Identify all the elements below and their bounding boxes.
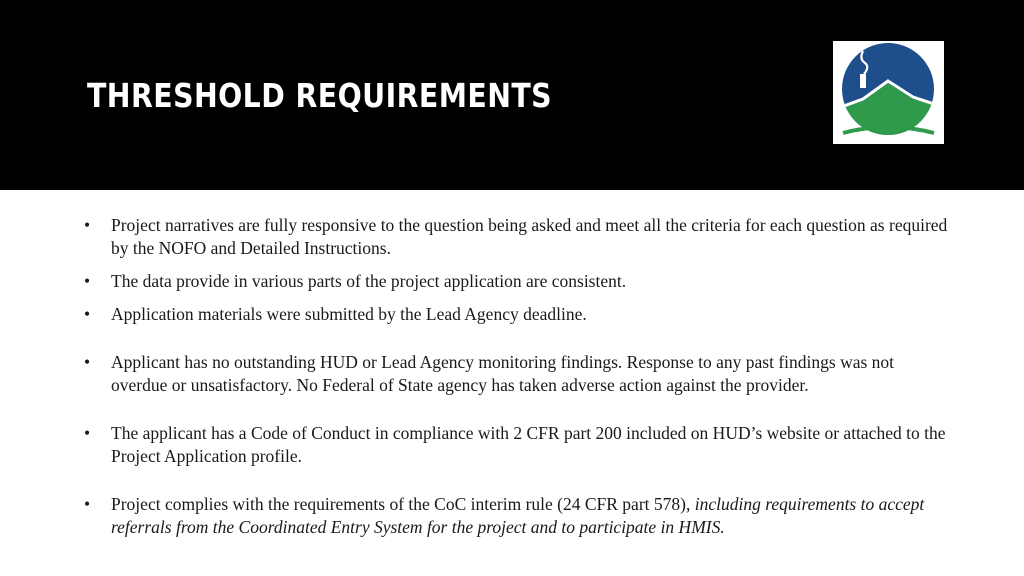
bullet-marker: • — [84, 352, 91, 372]
list-item-text: The data provide in various parts of the project application are consistent. — [111, 271, 627, 291]
list-item — [84, 214, 954, 260]
bullet-marker: • — [84, 423, 91, 443]
bullet-marker: • — [84, 215, 91, 235]
requirements-list — [84, 214, 954, 539]
bullet-marker: • — [84, 304, 91, 324]
list-item-text: Project complies with the requirements of the CoC interim rule (24 CFR part 578), — [111, 494, 695, 514]
organization-logo — [833, 41, 944, 144]
title-bar — [0, 0, 1024, 190]
list-item — [84, 270, 954, 293]
list-item-text: Applicant has no outstanding HUD or Lead Agency monitoring findings. Response to any past findings was not overdue or unsatisfactory. No Federal of State agency has taken adverse action against the provider. — [111, 352, 895, 395]
list-item — [84, 351, 954, 397]
list-item — [84, 422, 954, 468]
list-item-text: The applicant has a Code of Conduct in compliance with 2 CFR part 200 included on HUD’s website or attached to the Project Application profile. — [111, 423, 946, 466]
slide-title: THRESHOLD REQUIREMENTS — [87, 76, 553, 115]
list-item-text: Application materials were submitted by the Lead Agency deadline. — [111, 304, 587, 324]
list-item — [84, 493, 954, 539]
bullet-marker: • — [84, 494, 91, 514]
list-item-italic-text: including requirements to accept referrals from the Coordinated Entry System for the project and to participate in HMIS. — [111, 494, 925, 537]
list-item — [84, 303, 954, 326]
list-item-text: Project narratives are fully responsive to the question being asked and meet all the criteria for each question as required by the NOFO and Detailed Instructions. — [111, 215, 948, 258]
bullet-marker: • — [84, 271, 91, 291]
house-hill-logo-icon — [833, 41, 944, 144]
